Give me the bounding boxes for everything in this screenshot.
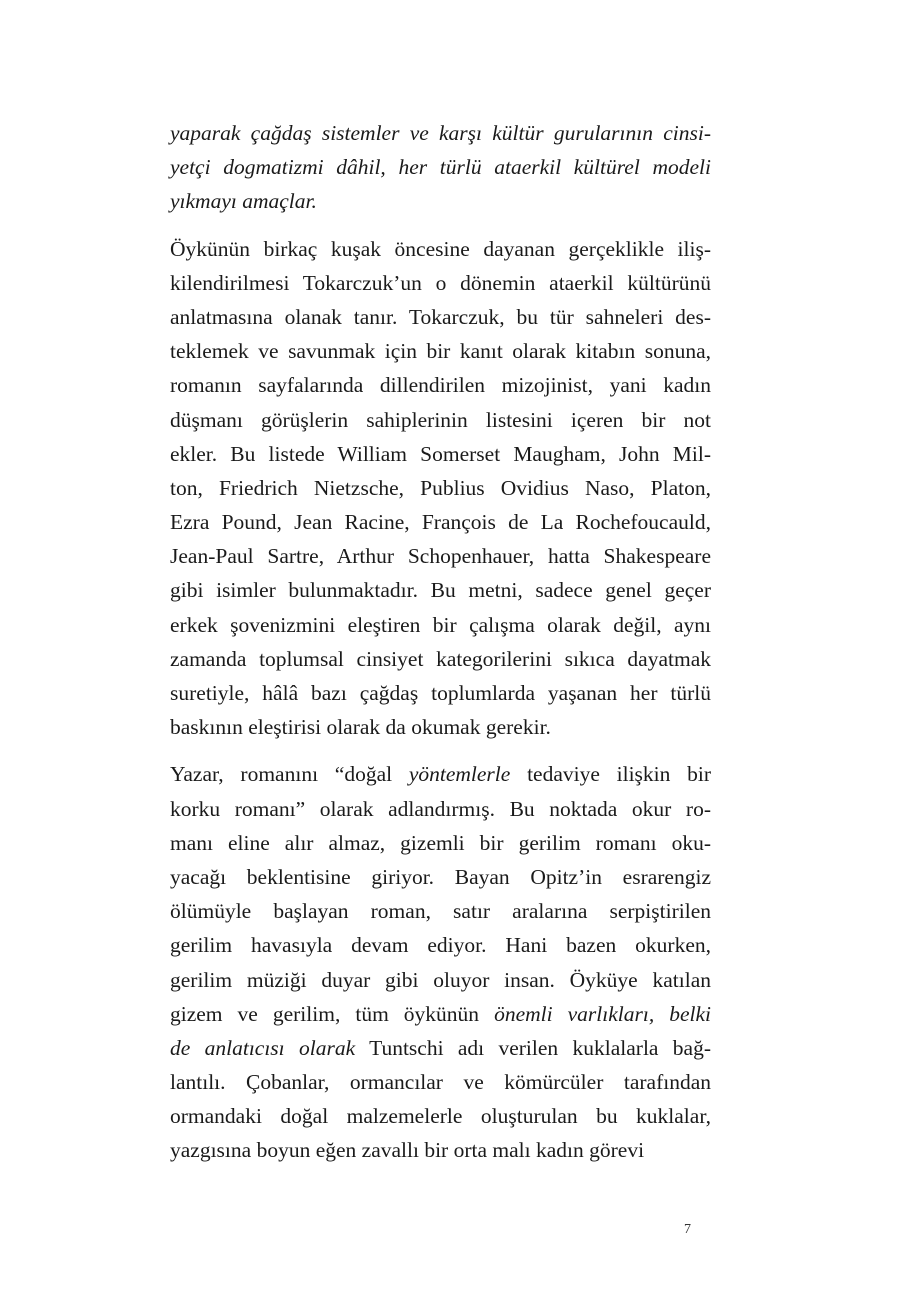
text-line — [170, 757, 711, 791]
text-line — [170, 471, 711, 505]
text-segment: kilendirilmesi Tokarczuk’un o dönemin ataerkil kültürünü — [170, 270, 711, 295]
text-segment: teklemek ve savunmak için bir kanıt olarak kitabın sonuna, — [170, 339, 711, 364]
text-segment: erkek şovenizmini eleştiren bir çalışma olarak değil, aynı — [170, 612, 711, 637]
paragraph-2 — [170, 232, 711, 745]
text-segment: suretiyle, hâlâ bazı çağdaş toplumlarda yaşanan her türlü — [170, 681, 711, 705]
text-segment: lantılı. Çobanlar, ormancılar ve kömürcüler tarafından — [170, 1070, 711, 1095]
text-line — [170, 642, 711, 676]
page-number: 7 — [684, 1222, 691, 1237]
text-segment: Tuntschi adı verilen kuklalarla bağ- — [355, 1035, 712, 1060]
text-line — [170, 894, 711, 928]
text-segment: ölümüyle başlayan roman, satır aralarına serpiştirilen — [170, 899, 711, 924]
text-line — [170, 792, 711, 826]
text-line — [170, 150, 711, 184]
text-segment: gizem ve gerilim, tüm öykünün — [170, 1001, 495, 1026]
text-line — [170, 184, 711, 218]
text-line — [170, 403, 711, 437]
italic-text: önemli varlıkları, belki — [494, 1001, 711, 1026]
text-line — [170, 860, 711, 894]
text-line — [170, 300, 711, 334]
text-line — [170, 826, 711, 860]
text-line — [170, 368, 711, 402]
text-segment: Yazar, romanını “doğal — [170, 762, 409, 787]
text-line — [170, 608, 711, 642]
text-segment: ton, Friedrich Nietzsche, Publius Ovidius Naso, Platon, — [170, 475, 711, 500]
italic-text: yıkmayı amaçlar. — [170, 189, 317, 214]
paragraph-3 — [170, 757, 711, 1167]
text-segment: düşmanı görüşlerin sahiplerinin listesini içeren bir not — [170, 407, 711, 432]
text-segment: yazgısına boyun eğen zavallı bir orta malı kadın görevi — [170, 1138, 645, 1163]
text-line — [170, 1031, 711, 1065]
paragraph-gap — [170, 219, 711, 232]
text-line — [170, 116, 711, 150]
text-line — [170, 676, 711, 710]
text-line — [170, 266, 711, 300]
text-segment: Jean-Paul Sartre, Arthur Schopenhauer, hatta Shakespeare — [170, 544, 711, 569]
text-segment: ormandaki doğal malzemelerle oluşturulan bu kuklalar, — [170, 1104, 711, 1129]
text-segment: manı eline alır almaz, gizemli bir gerilim romanı oku- — [170, 830, 711, 855]
text-line — [170, 539, 711, 573]
text-segment: gerilim havasıyla devam ediyor. Hani bazen okurken, — [170, 933, 711, 958]
text-line — [170, 437, 711, 471]
paragraph-gap — [170, 744, 711, 757]
text-line — [170, 334, 711, 368]
text-line — [170, 710, 711, 744]
italic-text: yetçi dogmatizmi dâhil, her türlü ataerkil kültürel modeli — [170, 155, 711, 180]
text-line — [170, 1099, 711, 1133]
text-line — [170, 1133, 711, 1167]
text-line — [170, 573, 711, 607]
italic-text: yöntemlerle — [408, 762, 511, 787]
text-segment: ekler. Bu listede William Somerset Maugham, John Mil- — [170, 441, 711, 466]
paragraph-container — [170, 116, 711, 1168]
text-segment: anlatmasına olanak tanır. Tokarczuk, bu tür sahneleri des- — [170, 304, 711, 329]
text-segment: gerilim müziği duyar gibi oluyor insan. Öyküye katılan — [170, 967, 711, 992]
italic-text: yaparak çağdaş sistemler ve karşı kültür gurularının cinsi- — [170, 121, 711, 145]
text-segment: gibi isimler bulunmaktadır. Bu metni, sadece genel geçer — [170, 578, 711, 603]
text-line — [170, 505, 711, 539]
text-segment: Öykünün birkaç kuşak öncesine dayanan gerçeklikle iliş- — [170, 236, 711, 261]
text-line — [170, 963, 711, 997]
text-segment: zamanda toplumsal cinsiyet kategorilerini sıkıca dayatmak — [170, 646, 711, 671]
text-line — [170, 1065, 711, 1099]
italic-text: de anlatıcısı olarak — [170, 1035, 356, 1060]
text-line — [170, 997, 711, 1031]
paragraph-1 — [170, 116, 711, 219]
body-text — [170, 116, 711, 1168]
text-segment: yacağı beklentisine giriyor. Bayan Opitz’in esrarengiz — [170, 864, 711, 889]
text-segment: baskının eleştirisi olarak da okumak gerekir. — [170, 715, 551, 740]
text-segment: tedaviye ilişkin bir — [510, 762, 712, 787]
text-segment: Ezra Pound, Jean Racine, François de La Rochefoucauld, — [170, 510, 711, 535]
text-line — [170, 928, 711, 962]
text-segment: korku romanı” olarak adlandırmış. Bu noktada okur ro- — [170, 796, 711, 821]
text-segment: romanın sayfalarında dillendirilen mizojinist, yani kadın — [170, 373, 711, 398]
text-line — [170, 232, 711, 266]
